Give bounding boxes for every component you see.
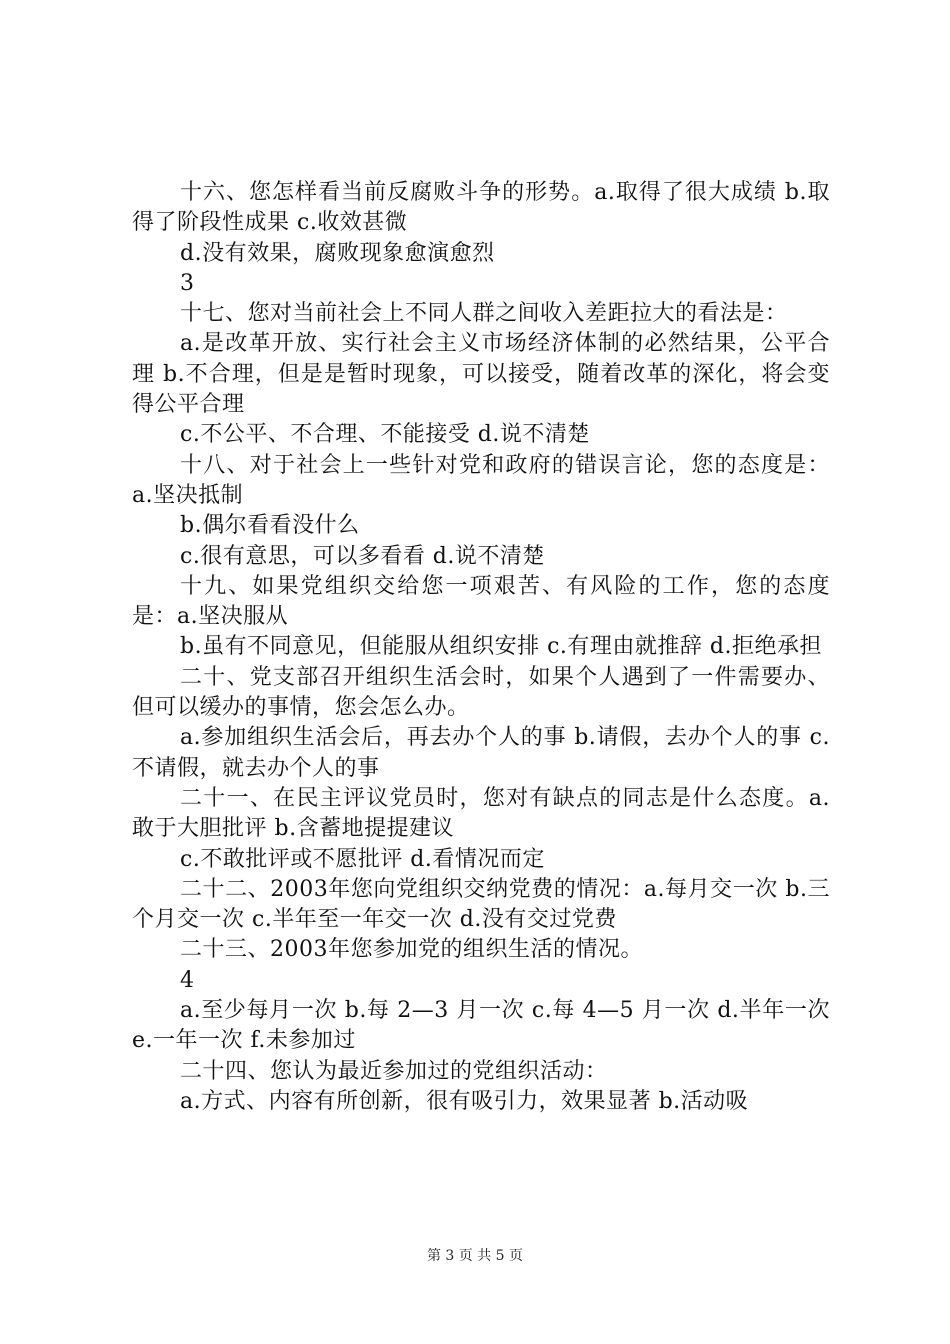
paragraph-q21-options-cd: c.不敢批评或不愿批评 d.看情况而定	[180, 846, 545, 872]
document-body	[132, 178, 830, 1117]
paragraph-q16: 十六、您怎样看当前反腐败斗争的形势。a.取得了很大成绩 b.取得了阶段性成果 c.收效甚微	[132, 180, 830, 236]
paragraph-q18-option-b: b.偶尔看看没什么	[180, 513, 360, 539]
paragraph-q24-options: a.方式、内容有所创新，很有吸引力，效果显著 b.活动吸	[180, 1088, 749, 1114]
paragraph-q23: 二十三、2003年您参加党的组织生活的情况。	[180, 937, 643, 963]
paragraph-q22: 二十二、2003年您向党组织交纳党费的情况：a.每月交一次 b.三个月交一次 c.半年至一年交一次 d.没有交过党费	[132, 876, 830, 933]
paragraph-q20-options: a.参加组织生活会后，再去办个人的事 b.请假，去办个人的事 c.不请假，就去办个人的事	[132, 725, 830, 781]
paragraph-q23-options: a.至少每月一次 b.每 2—3 月一次 c.每 4—5 月一次 d.半年一次 e.一年一次 f.未参加过	[132, 998, 830, 1054]
paragraph-q17-options-ab: a.是改革开放、实行社会主义市场经济体制的必然结果，公平合理 b.不合理，但是是暂时现象，可以接受，随着改革的深化，将会变得公平合理	[132, 331, 830, 418]
paragraph-q24: 二十四、您认为最近参加过的党组织活动：	[180, 1058, 608, 1084]
paragraph-q18-options-cd: c.很有意思，可以多看看 d.说不清楚	[180, 543, 545, 569]
paragraph-q19-options-bcd: b.虽有不同意见，但能服从组织安排 c.有理由就推辞 d.拒绝承担	[180, 634, 822, 660]
page-number-label: 第 3 页 共 5 页	[426, 1248, 524, 1264]
paragraph-q18: 十八、对于社会上一些针对党和政府的错误言论，您的态度是：a.坚决抵制	[132, 452, 830, 508]
page-marker-4: 4	[180, 967, 195, 993]
page-marker-3: 3	[180, 270, 195, 296]
paragraph-q21: 二十一、在民主评议党员时，您对有缺点的同志是什么态度。a.敢于大胆批评 b.含蓄地提提建议	[132, 785, 830, 842]
paragraph-q16-option-d: d.没有效果，腐败现象愈演愈烈	[180, 240, 495, 266]
paragraph-q19: 十九、如果党组织交给您一项艰苦、有风险的工作，您的态度是：a.坚决服从	[132, 573, 830, 630]
paragraph-q20: 二十、党支部召开组织生活会时，如果个人遇到了一件需要办、但可以缓办的事情，您会怎么办。	[132, 664, 830, 721]
paragraph-q17-options-cd: c.不公平、不合理、不能接受 d.说不清楚	[180, 422, 590, 448]
page-footer	[0, 1245, 950, 1265]
paragraph-q17: 十七、您对当前社会上不同人群之间收入差距拉大的看法是：	[180, 301, 788, 327]
